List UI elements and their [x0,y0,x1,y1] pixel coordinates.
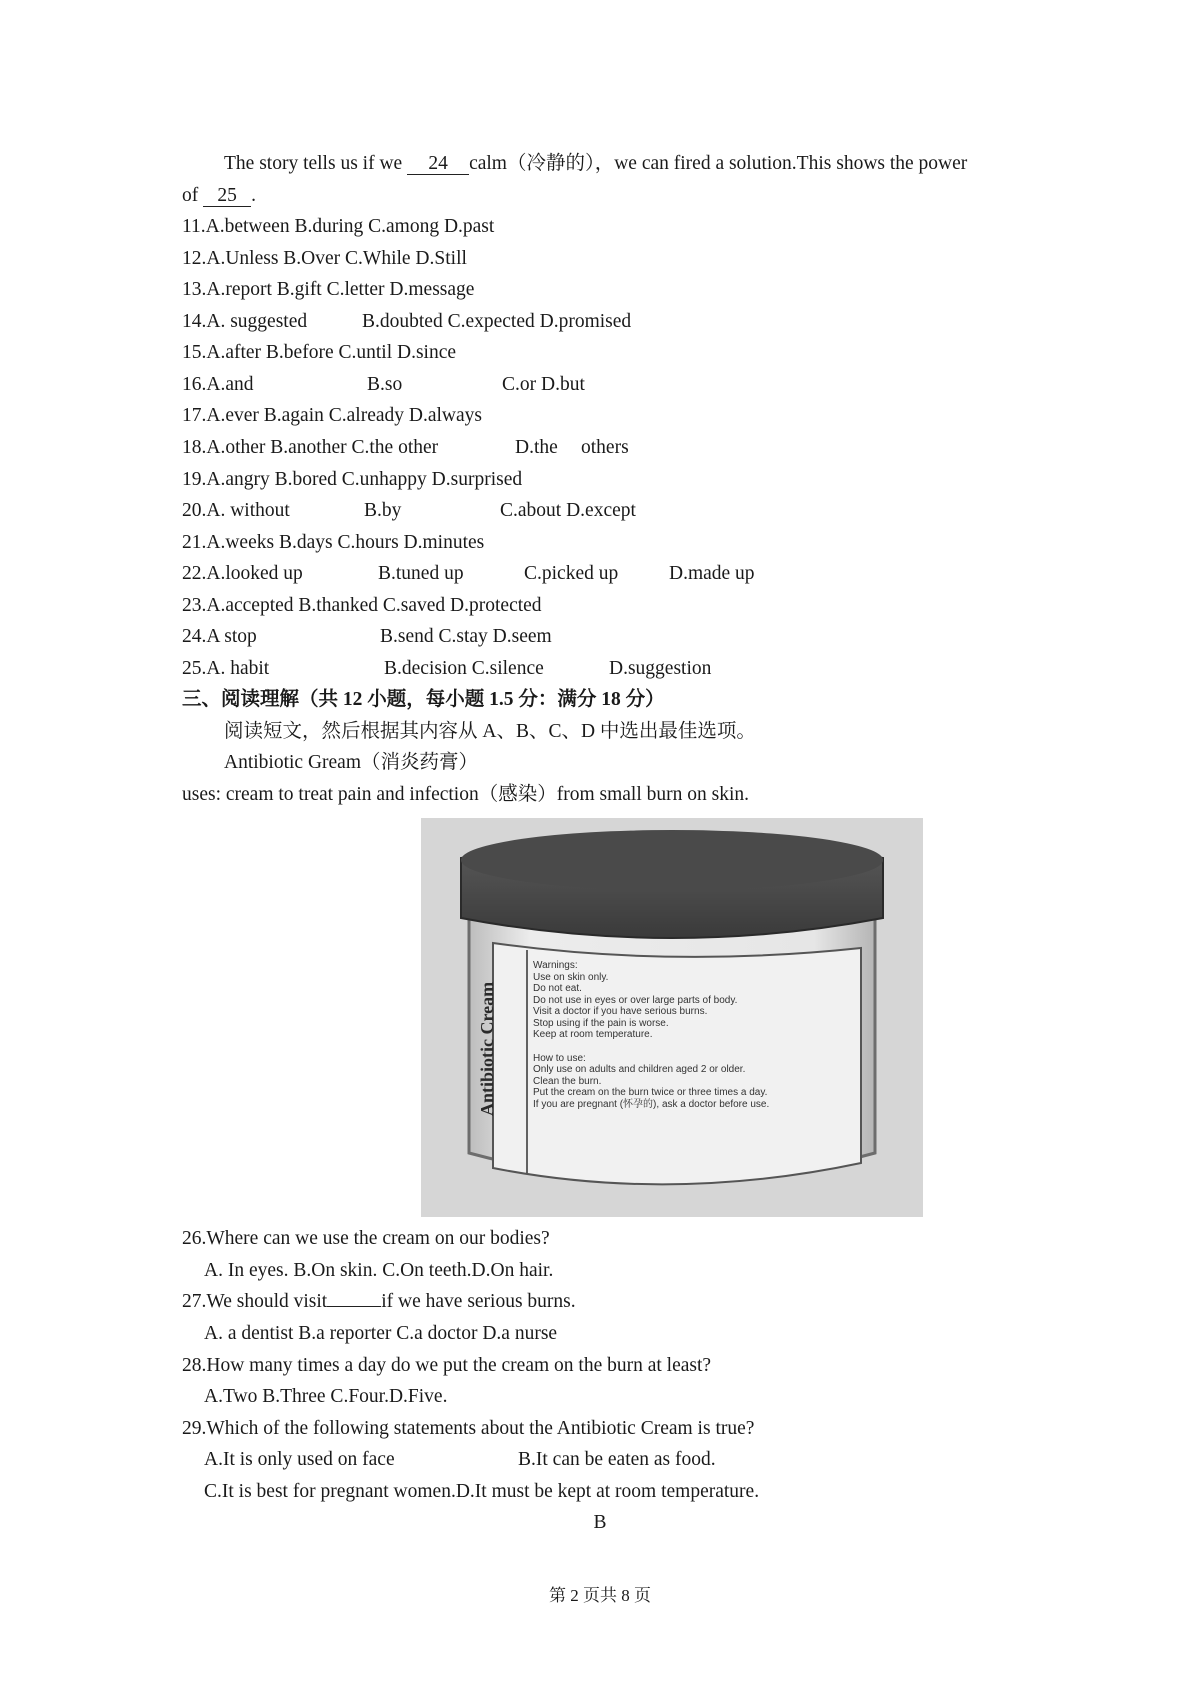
option-line-14 [182,310,631,334]
option-text: B.send C.stay D.seem [380,626,552,647]
option-text: 24.A stop [182,626,257,647]
option-line-23 [182,594,542,618]
blank-24: 24 [407,154,469,175]
answer-blank [327,1290,381,1307]
option-line-11 [182,215,494,239]
stem-text: if we have serious burns. [381,1291,576,1312]
option-text: 15.A.after B.before C.until D.since [182,342,457,363]
option-text: 21.A.weeks B.days C.hours D.minutes [182,532,485,553]
option-line-22 [182,562,755,586]
option-line-21 [182,531,484,555]
option-text: 23.A.accepted B.thanked C.saved D.protected [182,595,542,616]
option-text: C.about D.except [500,500,636,521]
option-line-12 [182,247,467,271]
option-text: B.doubted C.expected D.promised [362,311,632,332]
option-line-25 [182,657,711,681]
option-line-19 [182,468,522,492]
warning-item: Do not eat. [533,983,582,994]
option-text: 16.A.and [182,374,254,395]
option-text: 20.A. without [182,500,290,521]
choice-text: B.It can be eaten as food. [518,1449,716,1470]
option-text: D.made up [669,563,755,584]
cloze-text: The story tells us if we [224,153,408,174]
warning-item: Use on skin only. [533,971,609,983]
choice-text: A.It is only used on face [204,1449,395,1470]
question-28-choices: A.Two B.Three C.Four.D.Five. [204,1386,448,1407]
question-29-choices-row1 [204,1448,716,1472]
question-28-stem: 28.How many times a day do we put the cream on the burn at least? [182,1355,712,1376]
option-line-20 [182,499,636,523]
cloze-line-2 [182,184,256,208]
option-text: B.by [364,500,402,521]
option-text: 12.A.Unless B.Over C.While D.Still [182,248,467,269]
warning-item: Do not use in eyes or over large parts of body. [533,994,738,1006]
passage-title: Antibiotic Gream（消炎药膏） [224,752,479,773]
howto-item: If you are pregnant (怀孕的), ask a doctor before use. [533,1098,770,1110]
blank-25: 25 [203,186,251,207]
option-line-13 [182,278,474,302]
stem-text: 27.We should visit [182,1291,328,1312]
option-text: 18.A.other B.another C.the other [182,437,439,458]
option-text: C.or D.but [502,374,585,395]
page-footer: 第 2 页共 8 页 [549,1586,651,1605]
question-26-choices: A. In eyes. B.On skin. C.On teeth.D.On hair. [204,1260,554,1281]
howto-title: How to use: [533,1052,586,1064]
cloze-text: . [251,185,256,206]
passage-uses: uses: cream to treat pain and infection（感染）from small burn on skin. [182,784,749,805]
question-26-stem: 26.Where can we use the cream on our bodies? [182,1228,550,1249]
cloze-text: of [182,185,204,206]
cloze-line-1 [224,152,967,176]
howto-item: Only use on adults and children aged 2 or older. [533,1064,746,1075]
option-line-18 [182,436,629,460]
option-line-15 [182,341,456,365]
option-text: 22.A.looked up [182,563,303,584]
jar-label-product: Antibiotic Cream [477,981,497,1116]
cloze-text: calm（冷静的），we can fired a solution.This shows the power [469,153,968,174]
antibiotic-cream-jar-image [421,818,923,1217]
question-27-choices: A. a dentist B.a reporter C.a doctor D.a nurse [204,1323,558,1344]
howto-item: Put the cream on the burn twice or three times a day. [533,1087,768,1098]
section-instruction: 阅读短文，然后根据其内容从 A、B、C、D 中选出最佳选项。 [224,721,756,742]
warning-item: Visit a doctor if you have serious burns. [533,1006,708,1017]
option-text: B.tuned up [378,563,464,584]
section-heading: 三、阅读理解（共 12 小题，每小题 1.5 分：满分 18 分） [182,689,665,710]
question-29-stem: 29.Which of the following statements about the Antibiotic Cream is true? [182,1418,755,1439]
option-line-24 [182,625,552,649]
option-line-16 [182,373,585,397]
option-text: 19.A.angry B.bored C.unhappy D.surprised [182,469,523,490]
option-text: 14.A. suggested [182,311,308,332]
warnings-title: Warnings: [533,960,578,971]
option-text: others [581,437,629,458]
option-text: D.suggestion [609,658,712,679]
option-text: 11.A.between B.during C.among D.past [182,216,495,237]
option-line-17 [182,404,482,428]
warning-item: Keep at room temperature. [533,1029,653,1040]
option-text: C.picked up [524,563,619,584]
option-text: 17.A.ever B.again C.already D.always [182,405,482,426]
question-29-choices-row2: C.It is best for pregnant women.D.It must be kept at room temperature. [204,1481,760,1502]
option-text: 13.A.report B.gift C.letter D.message [182,279,475,300]
option-text: B.decision C.silence [384,658,544,679]
part-b-label: B [593,1512,607,1533]
option-text: 25.A. habit [182,658,270,679]
option-text: D.the [515,437,558,458]
question-27-stem [182,1290,576,1314]
howto-item: Clean the burn. [533,1075,602,1087]
warning-item: Stop using if the pain is worse. [533,1017,669,1029]
jar-label-text [533,960,853,1110]
option-text: B.so [367,374,403,395]
